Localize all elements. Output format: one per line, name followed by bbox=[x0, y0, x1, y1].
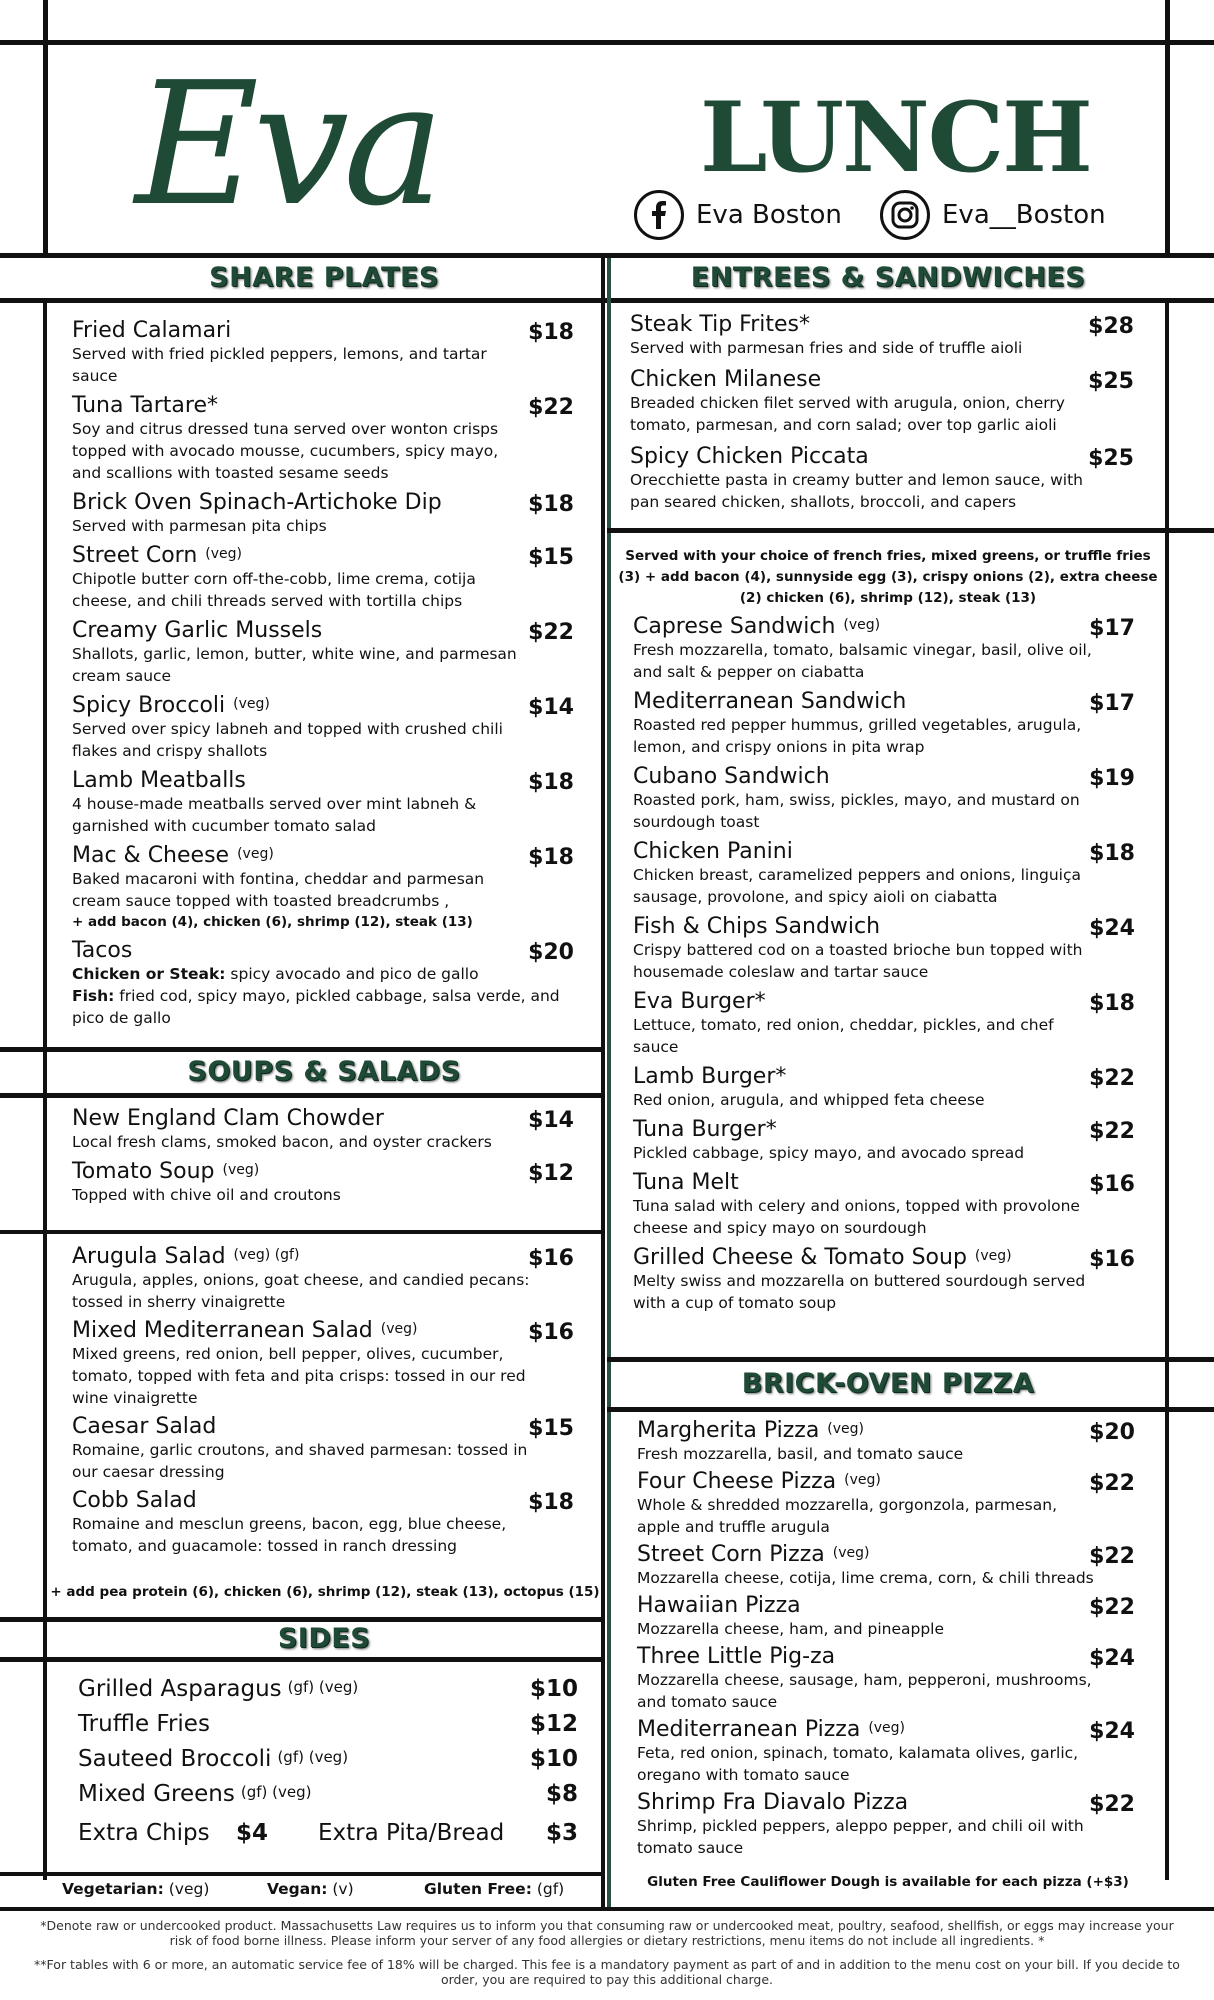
menu-item-header bbox=[72, 1244, 574, 1269]
menu-item-price: $18 bbox=[1089, 991, 1135, 1016]
menu-item-header bbox=[72, 618, 574, 643]
menu-item-price: $18 bbox=[528, 770, 574, 795]
menu-item-name: Chicken Panini bbox=[633, 839, 793, 864]
legend-top-rule bbox=[0, 1872, 603, 1876]
center-divider-line bbox=[601, 258, 605, 1910]
menu-item-header bbox=[637, 1790, 1135, 1815]
dietary-tag: (veg) bbox=[832, 1545, 870, 1561]
menu-item bbox=[72, 318, 574, 387]
menu-item-header bbox=[630, 444, 1134, 469]
pizza-heading-rule bbox=[607, 1407, 1214, 1412]
menu-item-price: $25 bbox=[1088, 369, 1134, 394]
menu-item bbox=[630, 444, 1134, 513]
entrees-heading-area bbox=[611, 258, 1165, 298]
sandwich-note: Served with your choice of french fries, mixed greens, or truffle fries (3) + add bacon (4), sunnyside egg (3), crispy onions (2), extra cheese (2) chicken (6), shrimp (12), steak (13) bbox=[618, 548, 1158, 606]
entrees-divider-rule bbox=[607, 528, 1214, 533]
menu-item-price: $19 bbox=[1089, 766, 1135, 791]
menu-item-header bbox=[633, 1170, 1135, 1195]
menu-item-name: Grilled Cheese & Tomato Soup bbox=[633, 1245, 967, 1270]
menu-item-name: Spicy Chicken Piccata bbox=[630, 444, 869, 469]
menu-item-header bbox=[633, 989, 1135, 1014]
menu-item-description: Chipotle butter corn off-the-cobb, lime crema, cotija cheese, and chili threads served with tortilla chips bbox=[72, 570, 476, 610]
menu-item-name: Tomato Soup bbox=[72, 1159, 215, 1184]
menu-item bbox=[637, 1593, 1135, 1640]
facebook-handle: Eva Boston bbox=[696, 200, 842, 230]
menu-item-description: Mozzarella cheese, cotija, lime crema, corn, & chili threads bbox=[637, 1569, 1094, 1587]
menu-item-name: Tacos bbox=[72, 938, 133, 963]
extra-chips-name: Extra Chips bbox=[78, 1820, 210, 1846]
menu-item-price: $20 bbox=[1089, 1420, 1135, 1445]
menu-item-name: Lamb Meatballs bbox=[72, 768, 246, 793]
legend-vegetarian-code: (veg) bbox=[163, 1880, 210, 1898]
menu-item-description: Served with parmesan pita chips bbox=[72, 517, 327, 535]
menu-item-price: $24 bbox=[1089, 916, 1135, 941]
menu-item bbox=[72, 1488, 574, 1557]
menu-item-description: Served over spicy labneh and topped with crushed chili flakes and crispy shallots bbox=[72, 720, 503, 760]
menu-item-name: Caprese Sandwich bbox=[633, 614, 836, 639]
logo: Eva bbox=[135, 46, 439, 244]
menu-item-price: $22 bbox=[1089, 1471, 1135, 1496]
menu-item-price: $24 bbox=[1089, 1646, 1135, 1671]
menu-item-header bbox=[637, 1469, 1135, 1494]
menu-item-price: $14 bbox=[528, 1108, 574, 1133]
sandwiches-list bbox=[633, 614, 1135, 1320]
menu-item-price: $22 bbox=[1089, 1066, 1135, 1091]
menu-item-name: Shrimp Fra Diavalo Pizza bbox=[637, 1790, 909, 1815]
pizza-note: Gluten Free Cauliflower Dough is available for each pizza (+$3) bbox=[647, 1874, 1129, 1890]
menu-item-header bbox=[637, 1644, 1135, 1669]
footer-service-fee: **For tables with 6 or more, an automatic service fee of 18% will be charged. This fee is a mandatory payment as part of and in addition to the menu cost on your bill. If you decide to order, you are required to pay this additional charge. bbox=[34, 1957, 1180, 1987]
side-item bbox=[78, 1781, 578, 1816]
footer-disclaimer: *Denote raw or undercooked product. Massachusetts Law requires us to inform you that consuming raw or undercooked meat, poultry, seafood, shellfish, or eggs may increase your risk of food borne illness. Please inform your server of any food allergies or dietary restrictions, menu items do not include all ingredients. * bbox=[40, 1918, 1174, 1948]
menu-item bbox=[637, 1644, 1135, 1713]
menu-item bbox=[72, 1414, 574, 1483]
taco-option-label: Fish: bbox=[72, 987, 115, 1005]
dietary-tag: (veg) bbox=[868, 1720, 906, 1736]
menu-item-description: Roasted red pepper hummus, grilled vegetables, arugula, lemon, and crispy onions in pita wrap bbox=[633, 716, 1082, 756]
menu-item-price: $16 bbox=[528, 1246, 574, 1271]
menu-item-price: $18 bbox=[528, 1490, 574, 1515]
menu-item bbox=[72, 843, 574, 932]
menu-item-header bbox=[72, 393, 574, 418]
salad-addons: + add pea protein (6), chicken (6), shrimp (12), steak (13), octopus (15) bbox=[50, 1584, 600, 1600]
menu-item-header bbox=[72, 1106, 574, 1131]
menu-item-price: $14 bbox=[528, 695, 574, 720]
instagram-link[interactable] bbox=[880, 188, 1106, 242]
menu-item-header bbox=[633, 614, 1135, 639]
menu-item-header bbox=[72, 768, 574, 793]
dietary-tag: (veg) bbox=[844, 1472, 881, 1488]
menu-item-description: Served with parmesan fries and side of truffle aioli bbox=[630, 339, 1023, 357]
menu-item-name: Mac & Cheese bbox=[72, 843, 230, 868]
legend-vegetarian-label: Vegetarian: bbox=[62, 1880, 164, 1898]
facebook-icon bbox=[634, 190, 684, 240]
menu-item bbox=[630, 312, 1134, 359]
menu-item-header bbox=[637, 1418, 1135, 1443]
menu-item-name: Brick Oven Spinach-Artichoke Dip bbox=[72, 490, 442, 515]
menu-item-header bbox=[637, 1593, 1135, 1618]
menu-item-price: $16 bbox=[528, 1320, 574, 1345]
menu-item bbox=[630, 367, 1134, 436]
menu-item bbox=[633, 1117, 1135, 1164]
menu-item bbox=[633, 689, 1135, 758]
menu-item bbox=[72, 1318, 574, 1409]
menu-item bbox=[72, 1106, 574, 1153]
menu-item-price: $22 bbox=[1089, 1544, 1135, 1569]
menu-item-price: $18 bbox=[528, 320, 574, 345]
menu-item bbox=[633, 989, 1135, 1058]
menu-item-price: $18 bbox=[1089, 841, 1135, 866]
right-heading-rule bbox=[606, 298, 1214, 303]
frame-left-line bbox=[43, 0, 48, 258]
menu-item-name: Steak Tip Frites* bbox=[630, 312, 811, 337]
menu-item-header bbox=[637, 1717, 1135, 1742]
menu-item-description: Orecchiette pasta in creamy butter and lemon sauce, with pan seared chicken, shallots, broccoli, and capers bbox=[630, 471, 1083, 511]
menu-item bbox=[633, 614, 1135, 683]
menu-item-description: Whole & shredded mozzarella, gorgonzola, parmesan, apple and truffle arugula bbox=[637, 1496, 1057, 1536]
menu-item-addons: + add bacon (4), chicken (6), shrimp (12), steak (13) bbox=[72, 914, 473, 930]
menu-item-header bbox=[633, 1117, 1135, 1142]
menu-item-name: Mediterranean Sandwich bbox=[633, 689, 907, 714]
sides-heading-area bbox=[47, 1622, 601, 1657]
menu-item-header bbox=[72, 1414, 574, 1439]
taco-option-text: spicy avocado and pico de gallo bbox=[225, 965, 479, 983]
menu-item-name: Eva Burger* bbox=[633, 989, 766, 1014]
bottom-rule bbox=[0, 1907, 1214, 1911]
menu-item-header bbox=[637, 1542, 1135, 1567]
menu-item-description: Shrimp, pickled peppers, aleppo pepper, and chili oil with tomato sauce bbox=[637, 1817, 1084, 1857]
menu-item-price: $16 bbox=[1089, 1172, 1135, 1197]
share-plates-heading-area bbox=[47, 258, 601, 298]
pizza-heading: BRICK-OVEN PIZZA bbox=[741, 1368, 1035, 1399]
menu-item-description: Mozzarella cheese, sausage, ham, pepperoni, mushrooms, and tomato sauce bbox=[637, 1671, 1092, 1711]
menu-item-description: Shallots, garlic, lemon, butter, white wine, and parmesan cream sauce bbox=[72, 645, 517, 685]
menu-item-name: Tuna Melt bbox=[633, 1170, 739, 1195]
menu-item-price: $25 bbox=[1088, 446, 1134, 471]
menu-item-description: Breaded chicken filet served with arugula, onion, cherry tomato, parmesan, and corn salad; over top garlic aioli bbox=[630, 394, 1065, 434]
menu-item-name: Cobb Salad bbox=[72, 1488, 197, 1513]
dietary-tag: (veg) bbox=[380, 1321, 418, 1337]
menu-item-description: Fresh mozzarella, tomato, balsamic vinegar, basil, olive oil, and salt & pepper on ciabatta bbox=[633, 641, 1092, 681]
dietary-tag: (gf) (veg) bbox=[287, 1678, 359, 1696]
menu-item-header bbox=[72, 543, 574, 568]
extra-pita-name: Extra Pita/Bread bbox=[318, 1820, 505, 1846]
taco-option bbox=[72, 985, 574, 1029]
menu-item-price: $18 bbox=[528, 492, 574, 517]
legend-gf-code: (gf) bbox=[531, 1880, 565, 1898]
menu-item bbox=[72, 490, 574, 537]
menu-item-price: $15 bbox=[528, 1416, 574, 1441]
menu-item-description: Romaine and mesclun greens, bacon, egg, blue cheese, tomato, and guacamole: tossed in ranch dressing bbox=[72, 1515, 507, 1555]
dietary-tag: (veg) bbox=[205, 546, 242, 562]
menu-item bbox=[72, 938, 574, 1029]
menu-item-header bbox=[72, 693, 574, 718]
side-item-price: $10 bbox=[529, 1676, 578, 1702]
menu-item-name: Tuna Tartare* bbox=[72, 393, 218, 418]
menu-item-name: Fish & Chips Sandwich bbox=[633, 914, 881, 939]
menu-item-price: $17 bbox=[1089, 691, 1135, 716]
dietary-tag: (veg) bbox=[974, 1248, 1012, 1264]
menu-item-header bbox=[633, 689, 1135, 714]
menu-item-header bbox=[630, 312, 1134, 337]
menu-item-name: Fried Calamari bbox=[72, 318, 232, 343]
soups-salads-heading-area bbox=[47, 1052, 601, 1093]
extra-pita-price: $3 bbox=[545, 1820, 578, 1846]
menu-item bbox=[72, 393, 574, 484]
side-item-price: $10 bbox=[529, 1746, 578, 1772]
menu-item-name: Caesar Salad bbox=[72, 1414, 217, 1439]
dietary-tag: (veg) bbox=[843, 617, 881, 633]
extras-row bbox=[78, 1820, 578, 1854]
menu-item-price: $22 bbox=[1089, 1119, 1135, 1144]
menu-item-header bbox=[72, 318, 574, 343]
menu-item-name: Four Cheese Pizza bbox=[637, 1469, 837, 1494]
menu-item-price: $20 bbox=[528, 940, 574, 965]
menu-item-name: Spicy Broccoli bbox=[72, 693, 226, 718]
menu-item-description: Romaine, garlic croutons, and shaved parmesan: tossed in our caesar dressing bbox=[72, 1441, 528, 1481]
menu-item-description: Pickled cabbage, spicy mayo, and avocado spread bbox=[633, 1144, 1025, 1162]
menu-item-description: Red onion, arugula, and whipped feta cheese bbox=[633, 1091, 985, 1109]
menu-item-header bbox=[633, 1064, 1135, 1089]
menu-item bbox=[72, 618, 574, 687]
menu-item-price: $18 bbox=[528, 845, 574, 870]
extra-chips-price: $4 bbox=[236, 1820, 269, 1846]
dietary-tag: (veg) bbox=[237, 846, 274, 862]
menu-item-header bbox=[72, 843, 574, 868]
legend-vegan-label: Vegan: bbox=[267, 1880, 328, 1898]
menu-item-price: $28 bbox=[1088, 314, 1134, 339]
side-item-price: $12 bbox=[529, 1711, 578, 1737]
menu-item-name: Arugula Salad bbox=[72, 1244, 226, 1269]
menu-item-header bbox=[72, 490, 574, 515]
menu-item-description: Arugula, apples, onions, goat cheese, and candied pecans: tossed in sherry vinaigrette bbox=[72, 1271, 530, 1311]
sides-list bbox=[78, 1676, 578, 1816]
menu-item-name: Creamy Garlic Mussels bbox=[72, 618, 323, 643]
menu-item-header bbox=[633, 764, 1135, 789]
dietary-tag: (gf) (veg) bbox=[240, 1783, 312, 1801]
menu-item bbox=[633, 839, 1135, 908]
side-item bbox=[78, 1676, 578, 1711]
left-heading-rule bbox=[0, 298, 606, 303]
menu-item-header bbox=[633, 839, 1135, 864]
menu-item-description: Chicken breast, caramelized peppers and onions, linguiça sausage, provolone, and spicy aioli on ciabatta bbox=[633, 866, 1082, 906]
menu-item-price: $24 bbox=[1089, 1719, 1135, 1744]
taco-option-text: fried cod, spicy mayo, pickled cabbage, salsa verde, and pico de gallo bbox=[72, 987, 560, 1027]
soups-heading-rule bbox=[0, 1093, 603, 1098]
salads-divider-rule bbox=[0, 1230, 603, 1234]
instagram-icon bbox=[880, 190, 930, 240]
menu-item-name: Three Little Pig-za bbox=[637, 1644, 836, 1669]
menu-item bbox=[633, 1170, 1135, 1239]
menu-item bbox=[637, 1717, 1135, 1786]
menu-item-price: $17 bbox=[1089, 616, 1135, 641]
menu-item-description: Feta, red onion, spinach, tomato, kalamata olives, garlic, oregano with tomato sauce bbox=[637, 1744, 1079, 1784]
share-plates-heading: SHARE PLATES bbox=[209, 262, 439, 293]
menu-item bbox=[633, 1245, 1135, 1314]
menu-item-name: New England Clam Chowder bbox=[72, 1106, 384, 1131]
menu-item bbox=[72, 1244, 574, 1313]
menu-item-price: $12 bbox=[528, 1161, 574, 1186]
menu-item-price: $22 bbox=[528, 395, 574, 420]
menu-item-header bbox=[72, 1488, 574, 1513]
side-item-name: Mixed Greens bbox=[78, 1781, 235, 1807]
menu-item-description: Mozzarella cheese, ham, and pineapple bbox=[637, 1620, 945, 1638]
entrees-list bbox=[630, 312, 1134, 521]
menu-item-description: Melty swiss and mozzarella on buttered sourdough served with a cup of tomato soup bbox=[633, 1272, 1086, 1312]
instagram-handle: Eva__Boston bbox=[942, 200, 1106, 230]
menu-item bbox=[637, 1790, 1135, 1859]
menu-title: LUNCH bbox=[700, 81, 1091, 194]
menu-item bbox=[637, 1469, 1135, 1538]
menu-item-description: 4 house-made meatballs served over mint labneh & garnished with cucumber tomato salad bbox=[72, 795, 477, 835]
sides-heading-rule bbox=[0, 1657, 603, 1662]
menu-item-description: Soy and citrus dressed tuna served over wonton crisps topped with avocado mousse, cucumbers, spicy mayo, and scallions with toasted sesame seeds bbox=[72, 420, 499, 482]
center-divider-line-2 bbox=[607, 258, 611, 1910]
menu-item-price: $15 bbox=[528, 545, 574, 570]
menu-item-description: Baked macaroni with fontina, cheddar and parmesan cream sauce topped with toasted breadcrumbs , bbox=[72, 870, 485, 910]
menu-item-name: Chicken Milanese bbox=[630, 367, 822, 392]
sides-heading: SIDES bbox=[277, 1623, 371, 1654]
menu-item-header bbox=[72, 938, 574, 963]
dietary-tag: (veg) bbox=[222, 1162, 260, 1178]
salads-list bbox=[72, 1244, 574, 1562]
menu-item-price: $22 bbox=[1089, 1792, 1135, 1817]
menu-item-description: Crispy battered cod on a toasted brioche bun topped with housemade coleslaw and tartar sauce bbox=[633, 941, 1083, 981]
menu-item-name: Mixed Mediterranean Salad bbox=[72, 1318, 373, 1343]
taco-option-label: Chicken or Steak: bbox=[72, 965, 226, 983]
soups-list bbox=[72, 1106, 574, 1212]
menu-item-name: Margherita Pizza bbox=[637, 1418, 820, 1443]
menu-item-header bbox=[630, 367, 1134, 392]
entrees-heading: ENTREES & SANDWICHES bbox=[690, 262, 1086, 293]
side-item bbox=[78, 1746, 578, 1781]
dietary-tag: (gf) (veg) bbox=[277, 1748, 349, 1766]
menu-item-header bbox=[633, 914, 1135, 939]
menu-item-description: Local fresh clams, smoked bacon, and oyster crackers bbox=[72, 1133, 492, 1151]
menu-item-name: Street Corn Pizza bbox=[637, 1542, 825, 1567]
menu-item-name: Tuna Burger* bbox=[633, 1117, 777, 1142]
menu-item-description: Lettuce, tomato, red onion, cheddar, pickles, and chef sauce bbox=[633, 1016, 1054, 1056]
side-item bbox=[78, 1711, 578, 1746]
menu-item-name: Lamb Burger* bbox=[633, 1064, 787, 1089]
menu-item bbox=[637, 1418, 1135, 1465]
menu-item-header bbox=[633, 1245, 1135, 1270]
menu-item-header bbox=[72, 1159, 574, 1184]
menu-item-description: Tuna salad with celery and onions, topped with provolone cheese and spicy mayo on sourdough bbox=[633, 1197, 1080, 1237]
side-item-name: Truffle Fries bbox=[78, 1711, 210, 1737]
legend-vegan-code: (v) bbox=[327, 1880, 354, 1898]
taco-option bbox=[72, 963, 574, 985]
menu-item-description: Topped with chive oil and croutons bbox=[72, 1186, 341, 1204]
share-plates-list bbox=[72, 318, 574, 1035]
menu-item bbox=[72, 768, 574, 837]
menu-item bbox=[633, 764, 1135, 833]
menu-item-description: Mixed greens, red onion, bell pepper, olives, cucumber, tomato, topped with feta and pita crisps: tossed in our red wine vinaigrette bbox=[72, 1345, 526, 1407]
legend-gf-label: Gluten Free: bbox=[424, 1880, 532, 1898]
dietary-tag: (veg) bbox=[233, 696, 270, 712]
soups-salads-heading: SOUPS & SALADS bbox=[187, 1056, 461, 1087]
menu-item-price: $16 bbox=[1089, 1247, 1135, 1272]
dietary-tag: (veg) bbox=[827, 1421, 865, 1437]
facebook-link[interactable] bbox=[634, 188, 842, 242]
menu-item bbox=[72, 543, 574, 612]
menu-item bbox=[637, 1542, 1135, 1589]
frame-right-line bbox=[1165, 0, 1170, 258]
menu-item-description: Fresh mozzarella, basil, and tomato sauce bbox=[637, 1445, 964, 1463]
menu-item-description: Roasted pork, ham, swiss, pickles, mayo, and mustard on sourdough toast bbox=[633, 791, 1080, 831]
menu-item-price: $22 bbox=[1089, 1595, 1135, 1620]
menu-item-name: Cubano Sandwich bbox=[633, 764, 830, 789]
side-item-price: $8 bbox=[545, 1781, 578, 1807]
pizza-list bbox=[637, 1418, 1135, 1863]
menu-item-description: Served with fried pickled peppers, lemons, and tartar sauce bbox=[72, 345, 487, 385]
menu-item-name: Mediterranean Pizza bbox=[637, 1717, 861, 1742]
side-item-name: Grilled Asparagus bbox=[78, 1676, 282, 1702]
menu-item bbox=[72, 1159, 574, 1206]
menu-item bbox=[633, 1064, 1135, 1111]
dietary-tag: (veg) (gf) bbox=[233, 1247, 300, 1263]
menu-item bbox=[633, 914, 1135, 983]
pizza-heading-area bbox=[611, 1362, 1165, 1407]
right-inner-edge bbox=[1165, 300, 1169, 1880]
menu-item-name: Hawaiian Pizza bbox=[637, 1593, 801, 1618]
side-item-name: Sauteed Broccoli bbox=[78, 1746, 272, 1772]
menu-item-name: Street Corn bbox=[72, 543, 198, 568]
menu-item-price: $22 bbox=[528, 620, 574, 645]
menu-item-header bbox=[72, 1318, 574, 1343]
menu-item bbox=[72, 693, 574, 762]
